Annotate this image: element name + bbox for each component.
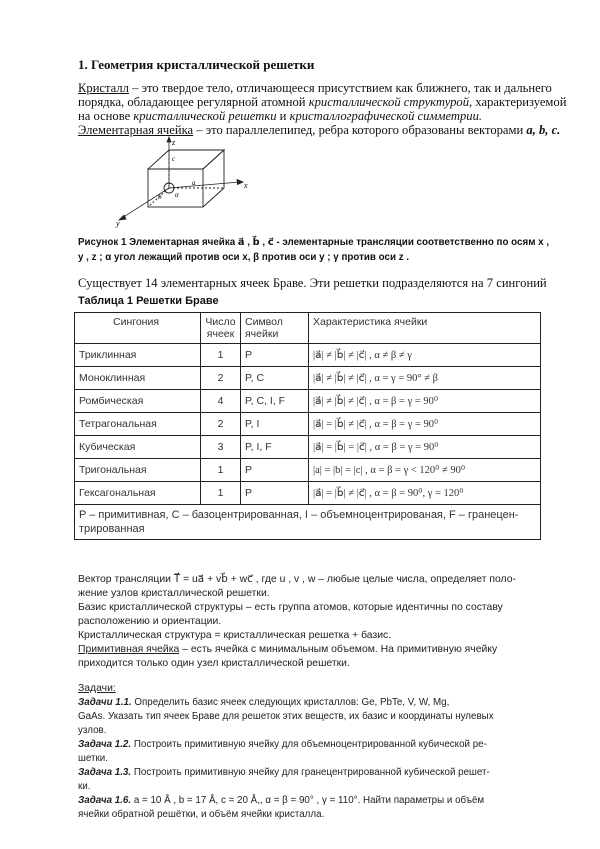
axis-y-label: y (116, 219, 120, 228)
basis-line-2: расположению и ориентации. (78, 616, 222, 627)
header-cell-characteristic: Характеристика ячейки (309, 313, 541, 344)
vector-a-label: a (192, 179, 196, 187)
table-title: Таблица 1 Решетки Браве (78, 295, 219, 307)
header-syngony: Сингония (75, 313, 201, 344)
term-unit-cell: Элементарная ячейка (78, 123, 194, 137)
vector-c-label: c (172, 155, 176, 163)
table-footer-row: P – примитивная, C – базоцентрированная, I – объемноцентрированая, F – гранецен- трированная (75, 505, 541, 540)
table-row: Гексагональная 1 P |a⃗| = |b⃗| ≠ |c⃗| , α = β = 90⁰, γ = 120⁰ (75, 482, 541, 505)
crystal-definition-line-3: на основе кристаллической решетки и кристаллографической симметрии. (78, 109, 483, 123)
table-row: Моноклинная 2 P, C |a⃗| ≠ |b⃗| ≠ |c⃗| , α = γ = 90° ≠ β (75, 367, 541, 390)
axis-x-label: x (244, 181, 248, 190)
task-1-6-line-1: Задача 1.6. a = 10 Å , b = 17 Å, c = 20 Å,, α = β = 90° , γ = 110°. Найти параметры и объём (78, 795, 485, 806)
table-row: Ромбическая 4 P, C, I, F |a⃗| ≠ |b⃗| ≠ |c⃗| , α = β = γ = 90⁰ (75, 390, 541, 413)
table-row: Тетрагональная 2 P, I |a⃗| = |b⃗| ≠ |c⃗| , α = β = γ = 90⁰ (75, 413, 541, 436)
section-heading: 1. Геометрия кристаллической решетки (78, 57, 315, 72)
axis-z-label: z (172, 138, 176, 147)
task-1-1-line-2: GaAs. Указать тип ячеек Браве для решеток этих веществ, их базис и координаты нулевых (78, 711, 494, 722)
figure-caption-line-2: y , z ; α угол лежащий против оси x, β против оси y ; γ против оси z . (78, 252, 410, 263)
tasks-title: Задачи: (78, 683, 116, 694)
table-row: Триклинная 1 P |a⃗| ≠ |b⃗| ≠ |c⃗| , α ≠ β ≠ γ (75, 344, 541, 367)
task-1-1-line-1: Задачи 1.1. Определить базис ячеек следующих кристаллов: Ge, PbTe, V, W, Mg, (78, 697, 450, 708)
term-primitive-cell: Примитивная ячейка (78, 644, 180, 655)
crystal-definition-line-2: порядка, обладающее регулярной атомной кристаллической структурой, характеризуемой (78, 95, 567, 109)
task-1-1-line-3: узлов. (78, 725, 107, 736)
translation-vector-line-1: Вектор трансляции T⃗ = ua⃗ + vb⃗ + wc⃗ , где u , v , w – любые целые числа, определяет поло- (78, 574, 516, 585)
vector-b-label: b (158, 193, 162, 201)
header-cell-count: Число ячеек (201, 313, 241, 344)
bravais-intro: Существует 14 элементарных ячеек Браве. Эти решетки подразделяются на 7 сингоний (78, 276, 547, 290)
task-1-2-line-1: Задача 1.2. Построить примитивную ячейку для объемноцентрированной кубической ре- (78, 739, 487, 750)
structure-equation: Кристаллическая структура = кристаллическая решетка + базис. (78, 630, 392, 641)
primitive-cell-line-1: Примитивная ячейка – есть ячейка с минимальным объемом. На примитивную ячейку (78, 644, 498, 655)
basis-line-1: Базис кристаллической структуры – есть группа атомов, которые идентичны по составу (78, 602, 503, 613)
table-row: Тригональная 1 P |a| = |b| = |c| , α = β = γ < 120⁰ ≠ 90⁰ (75, 459, 541, 482)
crystal-definition-line-1: Кристалл – это твердое тело, отличающееся присутствием как ближнего, так и дальнего (78, 81, 552, 95)
primitive-cell-line-2: приходится только один узел кристаллической решетки. (78, 658, 350, 669)
unit-cell-figure (108, 136, 258, 228)
header-cell-symbol: Символ ячейки (241, 313, 309, 344)
figure-caption-line-1: Рисунок 1 Элементарная ячейка a⃗ , b⃗ , c⃗ - элементарные трансляции соответственно по осям x , (78, 237, 550, 248)
table-header-row (75, 313, 541, 344)
task-1-3-line-2: ки. (78, 781, 91, 792)
task-1-3-line-1: Задача 1.3. Построить примитивную ячейку для гранецентрированной кубической решет- (78, 767, 490, 778)
task-1-6-line-2: ячейки обратной решётки, и объём ячейки кристалла. (78, 809, 325, 820)
task-1-2-line-2: шетки. (78, 753, 108, 764)
translation-vector-line-2: жение узлов кристаллической решетки. (78, 588, 270, 599)
angle-label: α (175, 191, 179, 199)
bravais-lattice-table (74, 312, 541, 540)
table-row: Кубическая 3 P, I, F |a⃗| = |b⃗| = |c⃗| , α = β = γ = 90⁰ (75, 436, 541, 459)
unit-cell-definition: Элементарная ячейка – это параллелепипед, ребра которого образованы векторами a, b, c. (78, 123, 561, 137)
term-crystal: Кристалл (78, 81, 129, 95)
